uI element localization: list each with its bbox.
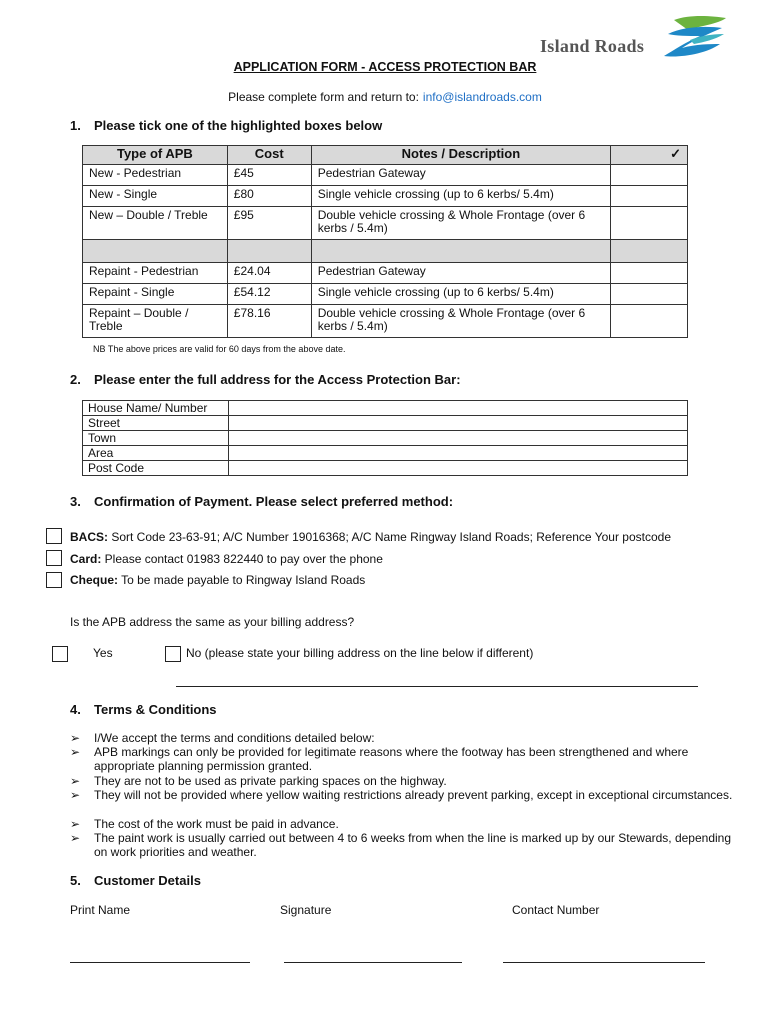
signature-label: Signature bbox=[280, 903, 332, 917]
col-cost-header: Cost bbox=[227, 146, 311, 165]
billing-question: Is the APB address the same as your billing address? bbox=[70, 615, 355, 629]
logo bbox=[540, 14, 740, 64]
town-input[interactable] bbox=[228, 431, 687, 446]
contact-number-label: Contact Number bbox=[512, 903, 600, 917]
terms-list: ➢ I/We accept the terms and conditions detailed below: ➢ APB markings can only be provided for legitimate reasons where the footway has been strengthened and where appropriate planning permission granted. ➢ They are not to be used as private parking spaces on the highway. ➢ They will not be provided where yellow waiting restrictions already prevent parking, except in exceptional circumstances. ➢ The cost of the work must be paid in advance. ➢ The paint work is usually carried out between 4 to 6 weeks from when the line is marked up by our Stewards, depending on work priorities and weather. bbox=[70, 731, 733, 859]
card-option: Card: Please contact 01983 822440 to pay over the phone bbox=[70, 552, 383, 566]
bullet-icon: ➢ bbox=[70, 745, 81, 759]
address-label: Post Code bbox=[83, 461, 229, 476]
email-link[interactable]: info@islandroads.com bbox=[422, 90, 542, 104]
address-label: Street bbox=[83, 416, 229, 431]
address-label: Area bbox=[83, 446, 229, 461]
billing-yes-checkbox[interactable] bbox=[52, 646, 68, 662]
address-label: House Name/ Number bbox=[83, 401, 229, 416]
street-input[interactable] bbox=[228, 416, 687, 431]
bacs-checkbox[interactable] bbox=[46, 528, 62, 544]
contact-number-line[interactable] bbox=[503, 962, 705, 963]
table-row: New - Pedestrian £45 Pedestrian Gateway bbox=[83, 165, 688, 186]
section-1-heading: 1. Please tick one of the highlighted boxes below bbox=[70, 118, 383, 133]
bullet-icon: ➢ bbox=[70, 831, 81, 845]
cheque-checkbox[interactable] bbox=[46, 572, 62, 588]
billing-no-checkbox[interactable] bbox=[165, 646, 181, 662]
table-separator-row bbox=[83, 240, 688, 263]
cheque-option: Cheque: To be made payable to Ringway Island Roads bbox=[70, 573, 366, 587]
col-type-header: Type of APB bbox=[83, 146, 228, 165]
billing-address-line[interactable] bbox=[176, 686, 698, 687]
table-header-row bbox=[83, 146, 688, 165]
address-row bbox=[83, 446, 688, 461]
col-tick-header: ✓ bbox=[611, 146, 688, 165]
billing-no-label: No (please state your billing address on the line below if different) bbox=[186, 646, 534, 660]
house-name-input[interactable] bbox=[228, 401, 687, 416]
section-4-heading: 4. Terms & Conditions bbox=[70, 702, 217, 717]
table-row: Repaint - Pedestrian £24.04 Pedestrian Gateway bbox=[83, 263, 688, 284]
form-title: APPLICATION FORM - ACCESS PROTECTION BAR bbox=[233, 60, 537, 74]
table-row: Repaint – Double / Treble £78.16 Double vehicle crossing & Whole Frontage (over 6 kerbs / 5.4m) bbox=[83, 305, 688, 338]
table-row: Repaint - Single £54.12 Single vehicle crossing (up to 6 kerbs/ 5.4m) bbox=[83, 284, 688, 305]
area-input[interactable] bbox=[228, 446, 687, 461]
tick-cell-repaint-double[interactable] bbox=[611, 305, 688, 338]
bullet-icon: ➢ bbox=[70, 731, 81, 745]
apb-price-table bbox=[82, 145, 688, 338]
price-validity-note: NB The above prices are valid for 60 days from the above date. bbox=[93, 344, 346, 354]
address-row bbox=[83, 401, 688, 416]
instruction-line bbox=[0, 90, 770, 104]
tick-cell-repaint-pedestrian[interactable] bbox=[611, 263, 688, 284]
bullet-icon: ➢ bbox=[70, 774, 81, 788]
tick-cell-new-single[interactable] bbox=[611, 186, 688, 207]
billing-yes-label: Yes bbox=[93, 646, 113, 660]
card-checkbox[interactable] bbox=[46, 550, 62, 566]
logo-swoosh-icon bbox=[660, 14, 732, 60]
tick-cell-new-pedestrian[interactable] bbox=[611, 165, 688, 186]
address-row bbox=[83, 461, 688, 476]
instruction-text: Please complete form and return to: bbox=[228, 90, 419, 104]
section-2-heading: 2. Please enter the full address for the Access Protection Bar: bbox=[70, 372, 461, 387]
tick-cell-repaint-single[interactable] bbox=[611, 284, 688, 305]
address-table bbox=[82, 400, 688, 476]
bacs-option: BACS: Sort Code 23-63-91; A/C Number 19016368; A/C Name Ringway Island Roads; Reference Your postcode bbox=[70, 530, 671, 544]
bullet-icon: ➢ bbox=[70, 817, 81, 831]
signature-line[interactable] bbox=[284, 962, 462, 963]
table-row: New – Double / Treble £95 Double vehicle crossing & Whole Frontage (over 6 kerbs / 5.4m) bbox=[83, 207, 688, 240]
post-code-input[interactable] bbox=[228, 461, 687, 476]
tick-cell-new-double[interactable] bbox=[611, 207, 688, 240]
print-name-label: Print Name bbox=[70, 903, 131, 917]
bullet-icon: ➢ bbox=[70, 788, 81, 802]
address-row bbox=[83, 431, 688, 446]
address-label: Town bbox=[83, 431, 229, 446]
address-row bbox=[83, 416, 688, 431]
logo-text: Island Roads bbox=[540, 36, 645, 56]
section-3-heading: 3. Confirmation of Payment. Please select preferred method: bbox=[70, 494, 454, 509]
print-name-line[interactable] bbox=[70, 962, 250, 963]
section-5-heading: 5. Customer Details bbox=[70, 873, 201, 888]
col-notes-header: Notes / Description bbox=[311, 146, 610, 165]
table-row: New - Single £80 Single vehicle crossing (up to 6 kerbs/ 5.4m) bbox=[83, 186, 688, 207]
